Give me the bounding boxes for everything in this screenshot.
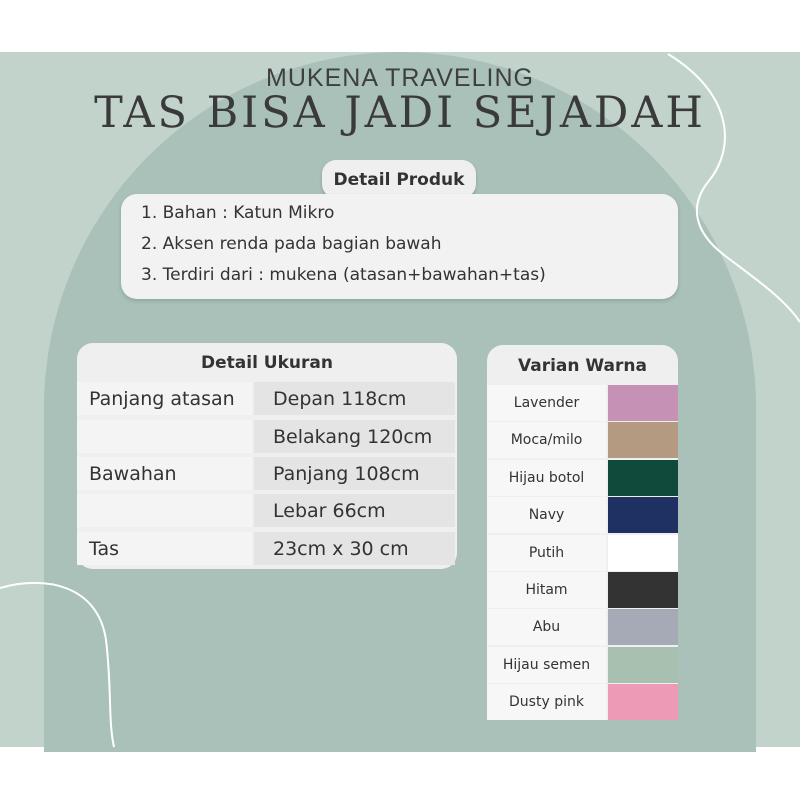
color-row — [487, 609, 678, 645]
color-row — [487, 647, 678, 683]
header-title: TAS BISA JADI SEJADAH — [94, 88, 706, 138]
color-row — [487, 684, 678, 720]
color-name: Putih — [487, 535, 606, 571]
size-label: Tas — [77, 532, 252, 565]
color-name: Hitam — [487, 572, 606, 608]
header-subtitle: MUKENA TRAVELING — [266, 64, 534, 92]
size-row — [77, 420, 455, 453]
size-value: Depan 118cm — [254, 382, 455, 415]
size-label: Panjang atasan — [77, 382, 252, 415]
color-row — [487, 460, 678, 496]
color-name: Lavender — [487, 385, 606, 421]
color-name: Hijau botol — [487, 460, 606, 496]
color-name: Navy — [487, 497, 606, 533]
detail-produk-title: Detail Produk — [333, 170, 465, 190]
color-swatch — [608, 647, 678, 683]
color-swatch — [608, 684, 678, 720]
color-row — [487, 422, 678, 458]
size-value: Belakang 120cm — [254, 420, 455, 453]
size-value: Lebar 66cm — [254, 494, 455, 527]
color-name: Hijau semen — [487, 647, 606, 683]
detail-produk-item: 1. Bahan : Katun Mikro — [141, 203, 335, 223]
varian-warna-title: Varian Warna — [518, 356, 647, 376]
color-swatch — [608, 422, 678, 458]
color-swatch — [608, 460, 678, 496]
color-row — [487, 385, 678, 421]
color-swatch — [608, 497, 678, 533]
color-row — [487, 497, 678, 533]
size-row — [77, 457, 455, 490]
size-label — [77, 494, 252, 527]
size-label — [77, 420, 252, 453]
size-value: 23cm x 30 cm — [254, 532, 455, 565]
size-value: Panjang 108cm — [254, 457, 455, 490]
size-row — [77, 382, 455, 415]
color-row — [487, 572, 678, 608]
color-swatch — [608, 535, 678, 571]
size-row — [77, 494, 455, 527]
detail-produk-item: 3. Terdiri dari : mukena (atasan+bawahan+tas) — [141, 265, 546, 285]
size-label: Bawahan — [77, 457, 252, 490]
size-row — [77, 532, 455, 565]
detail-ukuran-title: Detail Ukuran — [201, 353, 333, 373]
color-row — [487, 535, 678, 571]
color-name: Dusty pink — [487, 684, 606, 720]
color-name: Moca/milo — [487, 422, 606, 458]
detail-produk-item: 2. Aksen renda pada bagian bawah — [141, 234, 442, 254]
decorative-curve-left — [0, 583, 114, 747]
color-swatch — [608, 572, 678, 608]
color-swatch — [608, 609, 678, 645]
color-name: Abu — [487, 609, 606, 645]
detail-produk-tab — [322, 160, 476, 198]
detail-produk-list — [121, 194, 678, 299]
color-swatch — [608, 385, 678, 421]
